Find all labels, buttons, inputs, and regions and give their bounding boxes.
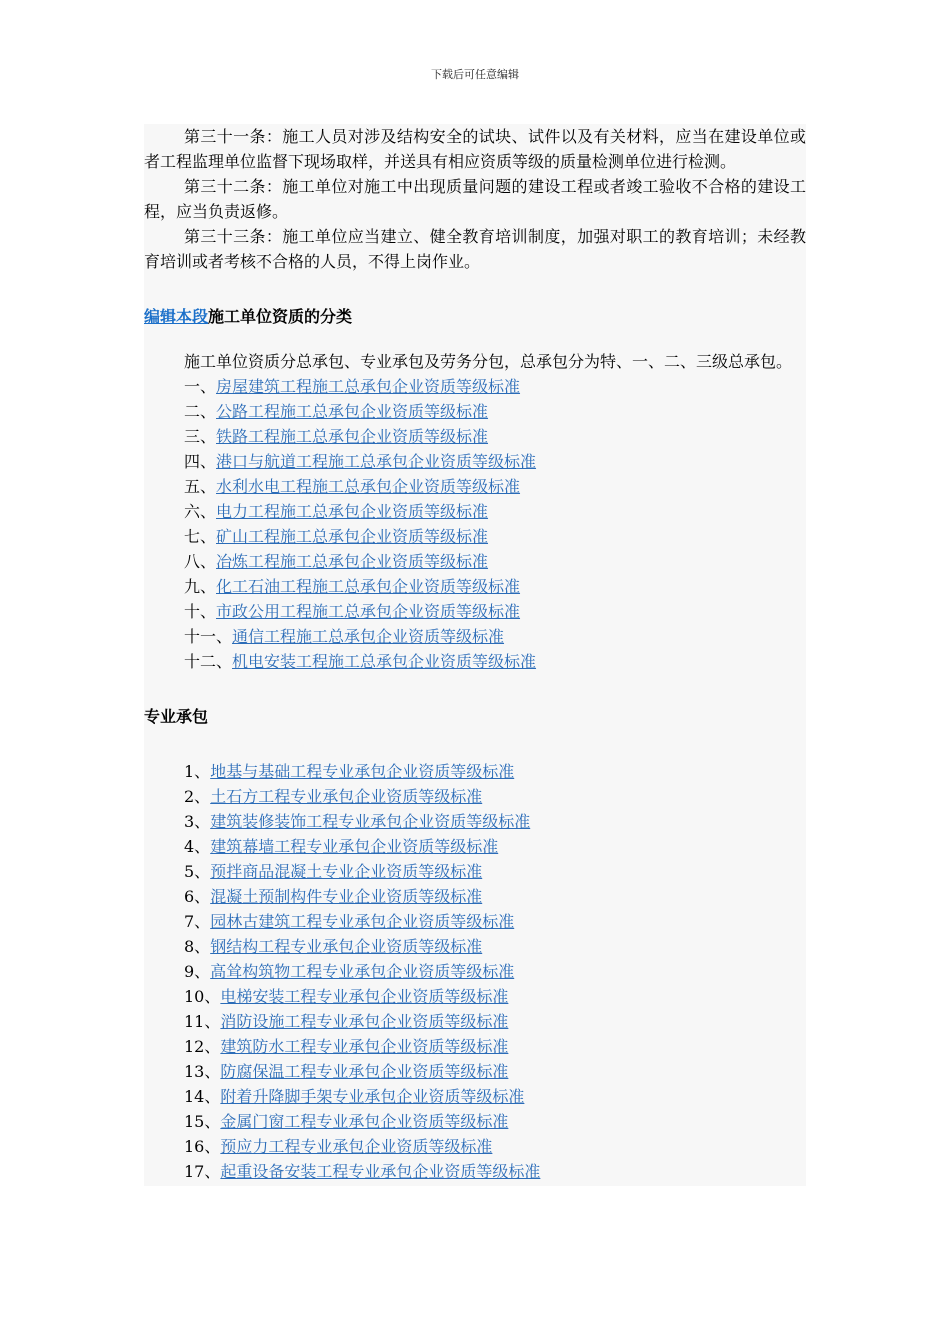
list-item-number: 三、 [184, 427, 217, 446]
list-item-number: 十一、 [184, 627, 233, 646]
list-item [144, 399, 806, 424]
list-item [144, 449, 806, 474]
list-item-link[interactable]: 建筑防水工程专业承包企业资质等级标准 [220, 1037, 509, 1056]
list-item-link[interactable]: 防腐保温工程专业承包企业资质等级标准 [220, 1062, 509, 1081]
general-contracting-list [144, 374, 806, 674]
list-item-link[interactable]: 高耸构筑物工程专业承包企业资质等级标准 [210, 962, 515, 981]
list-item-link[interactable]: 金属门窗工程专业承包企业资质等级标准 [220, 1112, 509, 1131]
list-item-number: 10、 [184, 987, 221, 1006]
list-item-number: 12、 [184, 1037, 221, 1056]
section-intro: 施工单位资质分总承包、专业承包及劳务分包，总承包分为特、一、二、三级总承包。 [184, 352, 793, 371]
list-item-link[interactable]: 起重设备安装工程专业承包企业资质等级标准 [220, 1162, 541, 1181]
list-item-link[interactable]: 混凝土预制构件专业企业资质等级标准 [210, 887, 483, 906]
list-item [144, 884, 806, 909]
list-item-link[interactable]: 房屋建筑工程施工总承包企业资质等级标准 [216, 377, 521, 396]
list-item [144, 499, 806, 524]
list-item [144, 809, 806, 834]
list-item [144, 649, 806, 674]
list-item-link[interactable]: 铁路工程施工总承包企业资质等级标准 [216, 427, 489, 446]
list-item-link[interactable]: 土石方工程专业承包企业资质等级标准 [210, 787, 483, 806]
list-item-link[interactable]: 机电安装工程施工总承包企业资质等级标准 [232, 652, 537, 671]
list-item-number: 八、 [184, 552, 217, 571]
article-33: 第三十三条：施工单位应当建立、健全教育培训制度，加强对职工的教育培训；未经教育培训或者考核不合格的人员，不得上岗作业。 [144, 227, 806, 271]
list-item-number: 3、 [184, 812, 211, 831]
specialty-heading: 专业承包 [144, 707, 209, 726]
list-item-number: 五、 [184, 477, 217, 496]
list-item-number: 2、 [184, 787, 211, 806]
list-item [144, 1059, 806, 1084]
list-item-number: 15、 [184, 1112, 221, 1131]
list-item [144, 859, 806, 884]
article-32: 第三十二条：施工单位对施工中出现质量问题的建设工程或者竣工验收不合格的建设工程，应当负责返修。 [144, 177, 806, 221]
list-item-number: 4、 [184, 837, 211, 856]
list-item [144, 374, 806, 399]
list-item-link[interactable]: 附着升降脚手架专业承包企业资质等级标准 [220, 1087, 525, 1106]
section-title: 施工单位资质的分类 [208, 307, 353, 326]
specialty-list [144, 759, 806, 1184]
list-item-link[interactable]: 电力工程施工总承包企业资质等级标准 [216, 502, 489, 521]
list-item [144, 984, 806, 1009]
list-item-link[interactable]: 园林古建筑工程专业承包企业资质等级标准 [210, 912, 515, 931]
list-item-number: 十二、 [184, 652, 233, 671]
list-item [144, 934, 806, 959]
list-item-number: 14、 [184, 1087, 221, 1106]
list-item-link[interactable]: 电梯安装工程专业承包企业资质等级标准 [220, 987, 509, 1006]
list-item-link[interactable]: 市政公用工程施工总承包企业资质等级标准 [216, 602, 521, 621]
list-item-number: 十、 [184, 602, 217, 621]
list-item [144, 1109, 806, 1134]
list-item-number: 13、 [184, 1062, 221, 1081]
section-heading [144, 304, 806, 329]
list-item [144, 909, 806, 934]
list-item-link[interactable]: 建筑幕墙工程专业承包企业资质等级标准 [210, 837, 499, 856]
list-item-link[interactable]: 钢结构工程专业承包企业资质等级标准 [210, 937, 483, 956]
list-item-link[interactable]: 通信工程施工总承包企业资质等级标准 [232, 627, 505, 646]
list-item-link[interactable]: 地基与基础工程专业承包企业资质等级标准 [210, 762, 515, 781]
list-item-number: 8、 [184, 937, 211, 956]
list-item-link[interactable]: 矿山工程施工总承包企业资质等级标准 [216, 527, 489, 546]
list-item-link[interactable]: 消防设施工程专业承包企业资质等级标准 [220, 1012, 509, 1031]
list-item-link[interactable]: 预拌商品混凝土专业企业资质等级标准 [210, 862, 483, 881]
list-item-number: 六、 [184, 502, 217, 521]
list-item [144, 549, 806, 574]
list-item [144, 1009, 806, 1034]
list-item-number: 6、 [184, 887, 211, 906]
list-item [144, 574, 806, 599]
list-item [144, 474, 806, 499]
list-item-number: 11、 [184, 1012, 221, 1031]
article-31: 第三十一条：施工人员对涉及结构安全的试块、试件以及有关材料，应当在建设单位或者工程监理单位监督下现场取样，并送具有相应资质等级的质量检测单位进行检测。 [144, 127, 806, 171]
list-item-link[interactable]: 水利水电工程施工总承包企业资质等级标准 [216, 477, 521, 496]
list-item-number: 17、 [184, 1162, 221, 1181]
list-item-link[interactable]: 公路工程施工总承包企业资质等级标准 [216, 402, 489, 421]
list-item-link[interactable]: 建筑装修装饰工程专业承包企业资质等级标准 [210, 812, 531, 831]
list-item [144, 424, 806, 449]
list-item-number: 5、 [184, 862, 211, 881]
document-body [144, 124, 806, 1186]
list-item-number: 1、 [184, 762, 211, 781]
list-item [144, 1034, 806, 1059]
list-item-number: 二、 [184, 402, 217, 421]
list-item [144, 1134, 806, 1159]
list-item-link[interactable]: 冶炼工程施工总承包企业资质等级标准 [216, 552, 489, 571]
list-item-number: 一、 [184, 377, 217, 396]
page-header: 下载后可任意编辑 [431, 68, 519, 81]
list-item-number: 四、 [184, 452, 217, 471]
list-item-link[interactable]: 港口与航道工程施工总承包企业资质等级标准 [216, 452, 537, 471]
list-item-number: 九、 [184, 577, 217, 596]
list-item [144, 834, 806, 859]
list-item-number: 7、 [184, 912, 211, 931]
list-item-link[interactable]: 化工石油工程施工总承包企业资质等级标准 [216, 577, 521, 596]
list-item-number: 七、 [184, 527, 217, 546]
list-item [144, 784, 806, 809]
list-item [144, 959, 806, 984]
list-item [144, 599, 806, 624]
list-item [144, 524, 806, 549]
list-item-number: 16、 [184, 1137, 221, 1156]
list-item [144, 1084, 806, 1109]
list-item-number: 9、 [184, 962, 211, 981]
edit-section-link[interactable]: 编辑本段 [144, 307, 209, 326]
list-item [144, 624, 806, 649]
list-item [144, 1159, 806, 1184]
list-item [144, 759, 806, 784]
list-item-link[interactable]: 预应力工程专业承包企业资质等级标准 [220, 1137, 493, 1156]
